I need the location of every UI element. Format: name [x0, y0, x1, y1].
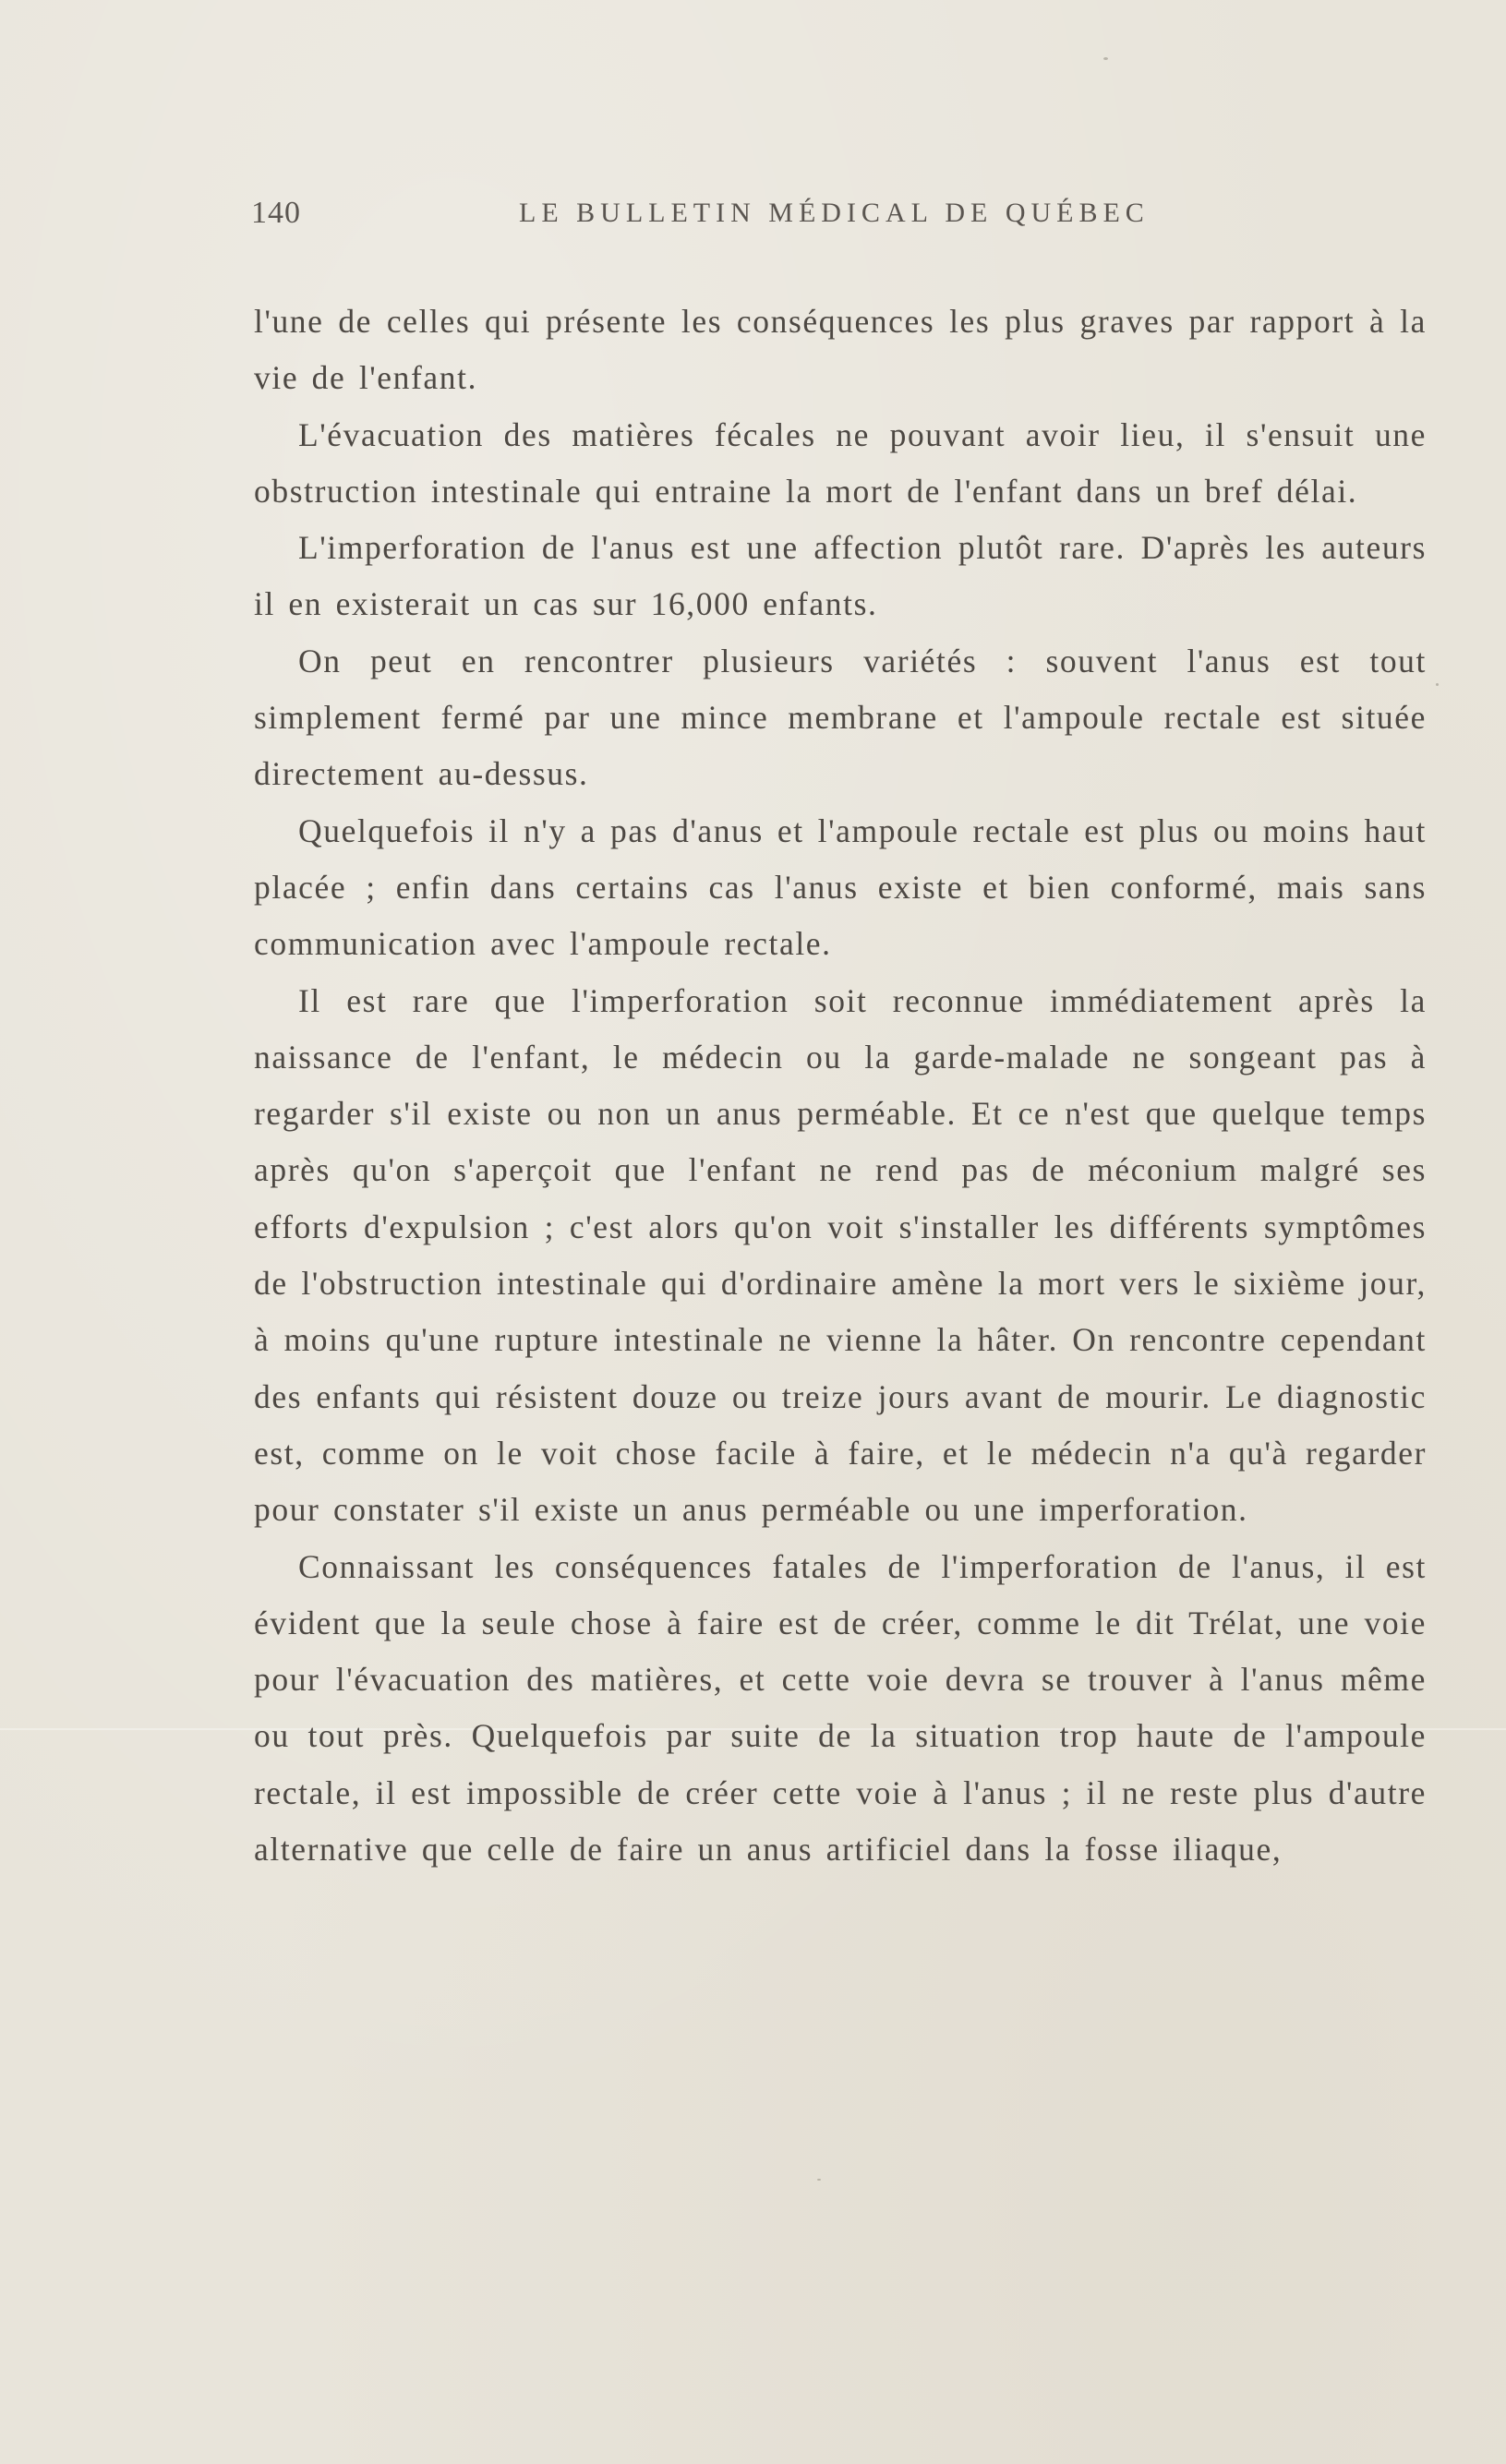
paragraph-2: L'évacuation des matières fécales ne pouvant avoir lieu, il s'ensuit une obstruction intestinale qui entraine la mort de l'enfant dans un bref délai. [254, 415, 1427, 510]
paper-speck [1103, 57, 1108, 60]
page-header [251, 196, 1175, 242]
paragraph-6: Il est rare que l'imperforation soit reconnue immédiatement après la naissance de l'enfant, le médecin ou la garde-malade ne songeant pas à regarder s'il existe ou non un anus perméable. Et ce n'est que quelque temps après qu'on s'aperçoit que l'enfant ne rend pas de méconium malgré ses efforts d'expulsion ; c'est alors qu'on voit s'installer les différents symptômes de l'obstruction intestinale qui d'ordinaire amène la mort vers le sixième jour, à moins qu'une rupture intestinale ne vienne la hâter. On rencontre cependant des enfants qui résistent douze ou treize jours avant de mourir. Le diagnostic est, comme on le voit chose facile à faire, et le médecin n'a qu'à regarder pour constater s'il existe un anus perméable ou une imperforation. [254, 981, 1427, 1529]
paragraph-3: L'imperforation de l'anus est une affection plutôt rare. D'après les auteurs il en existerait un cas sur 16,000 enfants. [254, 529, 1427, 623]
paper-speck [1436, 683, 1439, 686]
body-text [254, 294, 1427, 1878]
page-number: 140 [251, 196, 301, 230]
running-title: LE BULLETIN MÉDICAL DE QUÉBEC [519, 198, 1150, 228]
paragraph-1: l'une de celles qui présente les conséquences les plus graves par rapport à la vie de l'enfant. [254, 303, 1427, 397]
paragraph-7: Connaissant les conséquences fatales de l'imperforation de l'anus, il est évident que la seule chose à faire est de créer, comme le dit Trélat, une voie pour l'évacuation des matières, et cette voie devra se trouver à l'anus même ou tout près. Quelquefois par suite de la situation trop haute de l'ampoule rectale, il est impossible de créer cette voie à l'anus ; il ne reste plus d'autre alternative que celle de faire un anus artificiel dans la fosse iliaque, [254, 1547, 1427, 1869]
paragraph-4: On peut en rencontrer plusieurs variétés : souvent l'anus est tout simplement fermé par une mince membrane et l'ampoule rectale est située directement au-dessus. [254, 642, 1427, 793]
paragraph-5: Quelquefois il n'y a pas d'anus et l'ampoule rectale est plus ou moins haut placée ; enfin dans certains cas l'anus existe et bien conformé, mais sans communication avec l'ampoule rectale. [254, 811, 1427, 963]
paper-speck [817, 2179, 821, 2181]
